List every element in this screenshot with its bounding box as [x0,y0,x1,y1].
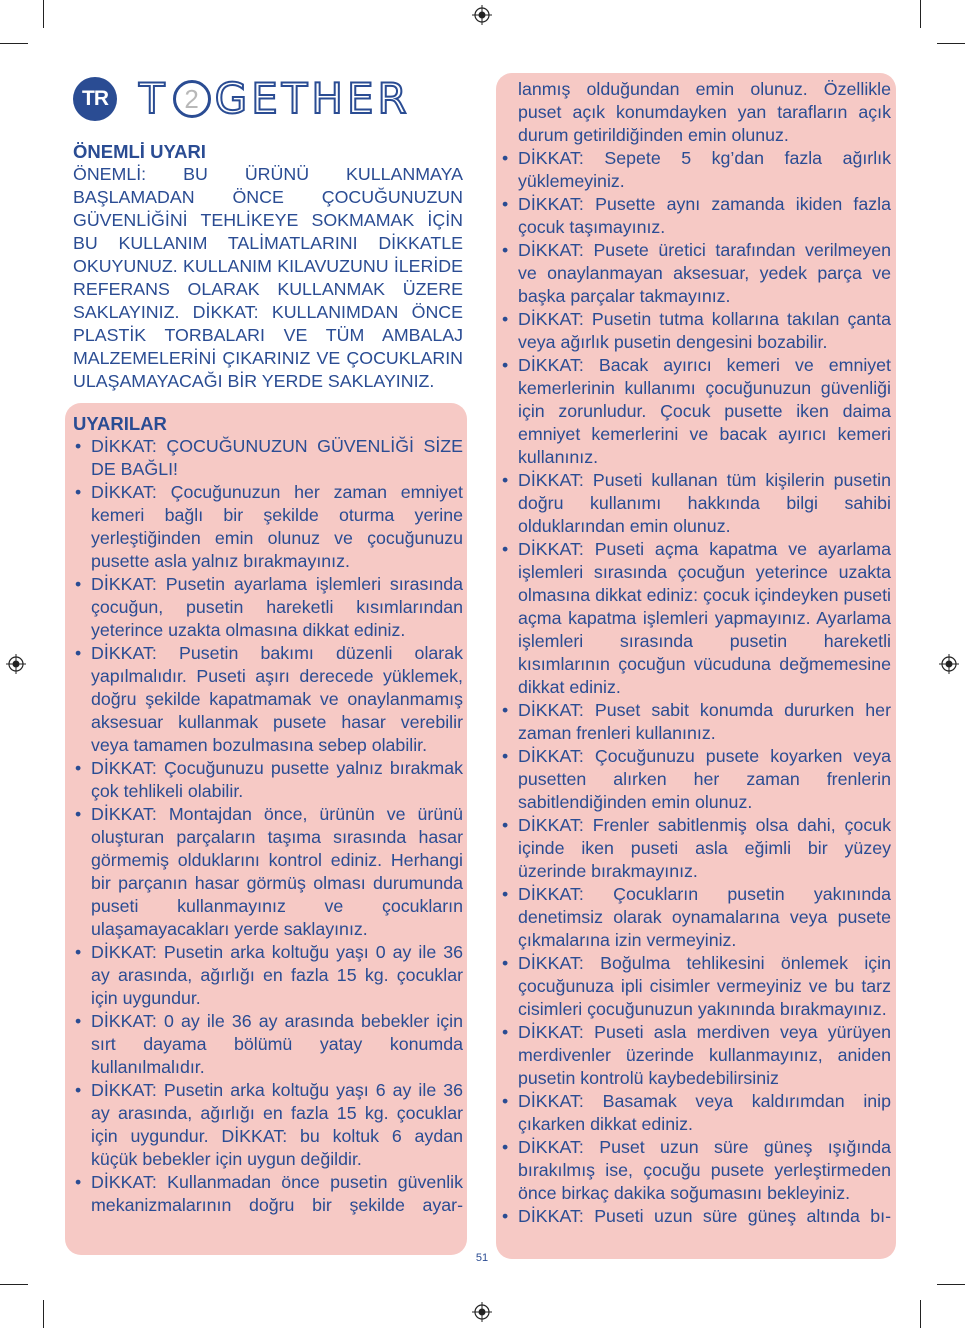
warning-item: • DİKKAT: Puset uzun süre güneş ışığında bırakılmış ise, çocuğu pusete yerleştirmeden önce birkaç dakika soğumasını bekleyiniz. [500,1136,891,1205]
warning-item: • DİKKAT: Puset sabit konumda dururken her zaman frenleri kullanınız. [500,699,891,745]
warning-item: • DİKKAT: Pusette aynı zamanda ikiden fazla çocuk taşımayınız. [500,193,891,239]
page-number: 51 [475,1252,489,1264]
warning-item: • DİKKAT: Çocuğunuzu pusete koyarken veya pusetten alırken her zaman frenlerin sabitlendiğinden emin olunuz. [500,745,891,814]
brand-text-left: T [139,74,169,123]
warning-item: • DİKKAT: Pusetin arka koltuğu yaşı 0 ay ile 36 ay arasında, ağırlığı en fazla 15 kg. çocuklar için uygundur. [73,941,463,1010]
crop-mark [937,1284,965,1285]
crop-mark [43,1300,44,1328]
warning-item: • DİKKAT: 0 ay ile 36 ay arasında bebekler için sırt dayama bölümü yatay konumda kullanılmalıdır. [73,1010,463,1079]
crop-mark [937,43,965,44]
crop-mark [920,0,921,28]
warning-item: • DİKKAT: Puseti açma kapatma ve ayarlama işlemleri sırasında çocuğun yeterince uzakta olmasına dikkat ediniz: çocuk içindeyken puseti açma kapatma işlemleri yapmayınız. Ayarlama işlemleri sırasında pusetin hareketli kısımlarının çocuğun vücuduna değmemesine dikkat ediniz. [500,538,891,699]
warning-item: • DİKKAT: Sepete 5 kg’dan fazla ağırlık yüklemeyiniz. [500,147,891,193]
warnings-section-right [500,78,891,1228]
crop-mark [0,1284,28,1285]
warning-item: • DİKKAT: Pusetin tutma kollarına takılan çanta veya ağırlık pusetin dengesini bozabilir. [500,308,891,354]
crop-mark [0,43,28,44]
registration-mark-icon [939,654,959,674]
registration-mark-icon [472,5,492,25]
brand-wordmark [139,76,411,122]
warning-item: • DİKKAT: Basamak veya kaldırımdan inip çıkarken dikkat ediniz. [500,1090,891,1136]
warning-item: • DİKKAT: Pusete üretici tarafından verilmeyen ve onaylanmayan aksesuar, yedek parça ve başka parçalar takmayınız. [500,239,891,308]
crop-mark [920,1300,921,1328]
registration-mark-icon [472,1302,492,1322]
warning-item: • DİKKAT: Çocuğunuzun her zaman emniyet kemeri bağlı bir şekilde oturma yerine yerleştiğinden emin olunuz ve çocuğunuzu pusette asla yalnız bırakmayınız. [73,481,463,573]
warning-item: • DİKKAT: Puseti kullanan tüm kişilerin pusetin doğru kullanımı hakkında bilgi sahibi olduklarından emin olunuz. [500,469,891,538]
warning-item: • DİKKAT: Puseti asla merdiven veya yürüyen merdivenler üzerinde kullanmayınız, aniden pusetin kontrolü kaybedebilirsiniz [500,1021,891,1090]
warning-item: • DİKKAT: Frenler sabitlenmiş olsa dahi, çocuk içinde iken puseti asla eğimli bir yüzey üzerinde bırakmayınız. [500,814,891,883]
warnings-list-left [73,435,463,1217]
warnings-list-right [500,147,891,1228]
warning-item: • DİKKAT: Pusetin ayarlama işlemleri sırasında çocuğun, pusetin hareketli kısımlarından yeterince uzakta olmasına dikkat ediniz. [73,573,463,642]
registration-mark-icon [6,654,26,674]
warning-item: • DİKKAT: Pusetin arka koltuğu yaşı 6 ay ile 36 ay arasında, ağırlığı en fazla 15 kg. çocuklar için uygundur. DİKKAT: bu koltuk 6 aydan küçük bebekler için uygun değildir. [73,1079,463,1171]
crop-mark [43,0,44,28]
warning-item: • DİKKAT: Çocuğunuzu pusette yalnız bırakmak çok tehlikeli olabilir. [73,757,463,803]
brand-logo [73,76,411,122]
brand-o-inner: 2 [184,83,199,114]
warning-item: • DİKKAT: Boğulma tehlikesini önlemek için çocuğunuza ipli cisimler vermeyiniz ve bu tarz cisimleri çocuğunuzun yakınında bırakmayınız. [500,952,891,1021]
warning-item: • DİKKAT: ÇOCUĞUNUZUN GÜVENLİĞİ SİZE DE BAĞLI! [73,435,463,481]
brand-text-right: GETHER [214,74,411,123]
warnings-section-left [73,412,463,1217]
warning-item: • DİKKAT: Çocukların pusetin yakınında denetimsiz olarak oynamalarına veya pusete çıkmalarına izin vermeyiniz. [500,883,891,952]
important-warning-text: ÖNEMLİ: BU ÜRÜNÜ KULLANMAYA BAŞLAMADAN ÖNCE ÇOCUĞUNUZUN GÜVENLİĞİNİ TEHLİKEYE SOKMAMAK İÇİN BU KULLANIM TALİMATLARINI DİKKATLE OKUYUNUZ. KULLANIM KILAVUZUNU İLERİDE REFERANS OLARAK KULLANMAK ÜZERE SAKLAYINIZ. DİKKAT: KULLANIMDAN ÖNCE PLASTİK TORBALARI VE TÜM AMBALAJ MALZEMELERİNİ ÇIKARINIZ VE ÇOCUKLARIN ULAŞAMAYACAĞI BİR YERDE SAKLAYINIZ. [73,164,463,391]
warning-item: • DİKKAT: Pusetin bakımı düzenli olarak yapılmalıdır. Puseti aşırı derecede yüklemek, doğru şekilde kapatmamak ve onaylanmamış aksesuar kullanmak pusete hasar verebilir veya tamamen bozulmasına sebep olabilir. [73,642,463,757]
warning-item: • DİKKAT: Bacak ayırıcı kemeri ve emniyet kemerlerinin kullanımı çocuğunuzun güvenliği için zorunludur. Çocuk pusette iken daima emniyet kemerlerini ve bacak ayırıcı kemeri kullanınız. [500,354,891,469]
warning-item: • DİKKAT: Montajdan önce, ürünün ve ürünü oluşturan parçaların taşıma sırasında hasar görmemiş olduklarını kontrol ediniz. Herhangi bir parçanın hasar görmüş olması durumunda puseti kullanmayınız ve çocukların ulaşamayacakları yerde saklayınız. [73,803,463,941]
warnings-heading: UYARILAR [73,413,167,434]
warning-item: • DİKKAT: Kullanmadan önce pusetin güvenlik mekanizmalarının doğru bir şekilde ayar- [73,1171,463,1217]
important-warning-heading: ÖNEMLİ UYARI [73,141,206,162]
language-badge: TR [73,77,117,121]
warning-continuation: lanmış olduğundan emin olunuz. Özellikle puset açık konumdayken yan tarafların açık durum getirildiğinden emin olunuz. [518,79,891,145]
warning-item: • DİKKAT: Puseti uzun süre güneş altında bı- [500,1205,891,1228]
brand-o-circle [173,80,211,118]
important-warning-section [73,140,463,393]
